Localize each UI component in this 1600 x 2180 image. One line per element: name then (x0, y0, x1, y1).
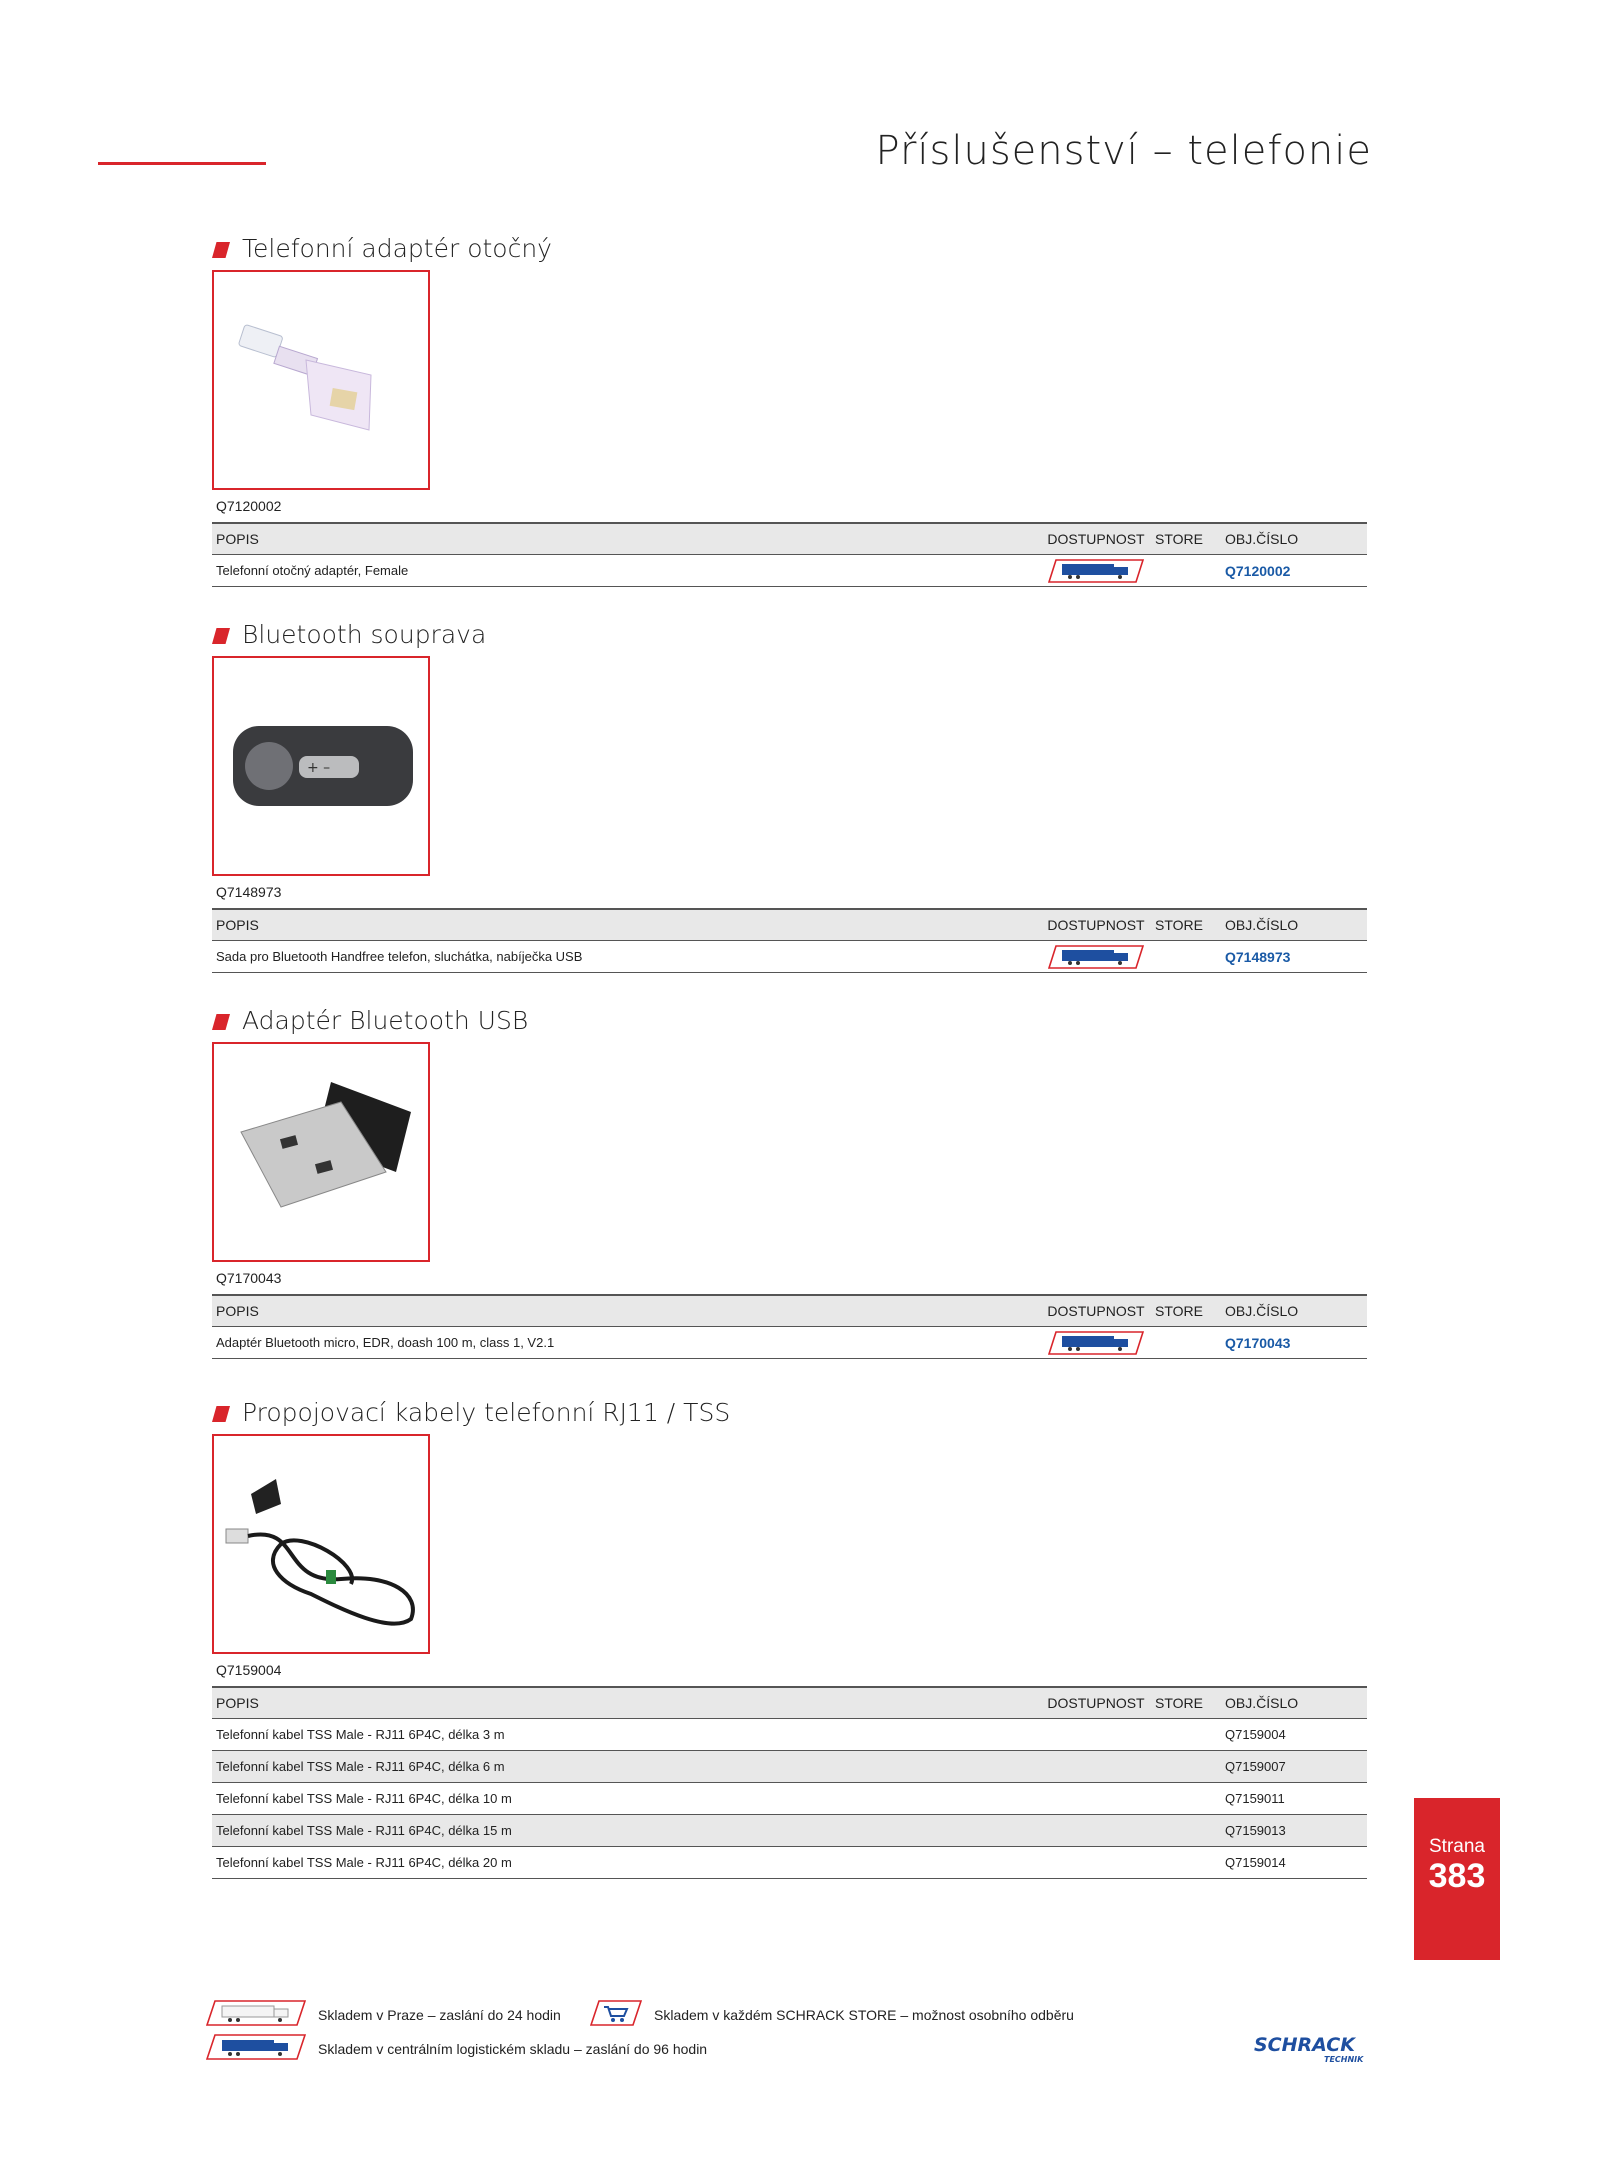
table-header: POPIS DOSTUPNOST STORE OBJ.ČÍSLO (212, 908, 1367, 941)
page-number-tab (1414, 1798, 1500, 1960)
product-code: Q7148973 (216, 884, 282, 900)
order-number-link[interactable]: Q7148973 (1225, 948, 1291, 965)
table-header: POPIS DOSTUPNOST STORE OBJ.ČÍSLO (212, 1294, 1367, 1327)
product-image-bluetooth-kit (212, 656, 430, 876)
truck-white-icon (206, 2000, 306, 2029)
page-label: Strana (1429, 1836, 1485, 1857)
product-code: Q7120002 (216, 498, 282, 514)
product-image-bluetooth-usb (212, 1042, 430, 1262)
table-row: Telefonní kabel TSS Male - RJ11 6P4C, délka 20 m Q7159014 (212, 1847, 1367, 1879)
section-title: Telefonní adaptér otočný (242, 233, 552, 263)
order-number: Q7159014 (1225, 1855, 1286, 1870)
legend-prague: Skladem v Praze – zaslání do 24 hodin (206, 2000, 561, 2029)
page-title: Příslušenství – telefonie (875, 128, 1372, 174)
svg-text:SCHRACK: SCHRACK (1254, 2034, 1355, 2056)
product-table (212, 1686, 1367, 1879)
schrack-logo (1250, 2034, 1372, 2064)
table-row: Telefonní kabel TSS Male - RJ11 6P4C, délka 10 m Q7159011 (212, 1783, 1367, 1815)
bullet-icon (212, 242, 230, 258)
svg-text:TECHNIK: TECHNIK (1324, 2055, 1364, 2064)
order-number: Q7159007 (1225, 1759, 1286, 1774)
product-table (212, 522, 1367, 587)
product-image-rotary-adapter (212, 270, 430, 490)
table-row: Telefonní kabel TSS Male - RJ11 6P4C, délka 3 m Q7159004 (212, 1719, 1367, 1751)
section-title: Bluetooth souprava (242, 619, 487, 649)
section-title: Adaptér Bluetooth USB (242, 1005, 529, 1035)
svg-text:+ –: + – (307, 760, 331, 776)
product-table (212, 1294, 1367, 1359)
table-header: POPIS DOSTUPNOST STORE OBJ.ČÍSLO (212, 1686, 1367, 1719)
section-title: Propojovací kabely telefonní RJ11 / TSS (242, 1397, 731, 1427)
product-code: Q7170043 (216, 1270, 282, 1286)
header-rule (98, 162, 266, 165)
table-row: Telefonní kabel TSS Male - RJ11 6P4C, délka 15 m Q7159013 (212, 1815, 1367, 1847)
page-number: 383 (1428, 1857, 1486, 1895)
order-number: Q7159011 (1225, 1791, 1285, 1806)
shopping-cart-icon (590, 2000, 642, 2029)
table-row: Adaptér Bluetooth micro, EDR, doash 100 m, class 1, V2.1 Q7170043 (212, 1327, 1367, 1359)
order-number: Q7159013 (1225, 1823, 1286, 1838)
table-row: Telefonní otočný adaptér, Female Q7120002 (212, 555, 1367, 587)
order-number-link[interactable]: Q7120002 (1225, 562, 1291, 579)
table-row: Sada pro Bluetooth Handfree telefon, sluchátka, nabíječka USB Q7148973 (212, 941, 1367, 973)
bullet-icon (212, 1406, 230, 1422)
bullet-icon (212, 1014, 230, 1030)
order-number-link[interactable]: Q7170043 (1225, 1334, 1291, 1351)
product-table (212, 908, 1367, 973)
legend-central: Skladem v centrálním logistickém skladu – zaslání do 96 hodin (206, 2034, 707, 2063)
truck-blue-icon (1037, 945, 1155, 969)
truck-blue-icon (206, 2034, 306, 2063)
truck-blue-icon (1037, 1331, 1155, 1355)
truck-blue-icon (1037, 559, 1155, 583)
product-code: Q7159004 (216, 1662, 282, 1678)
table-row: Telefonní kabel TSS Male - RJ11 6P4C, délka 6 m Q7159007 (212, 1751, 1367, 1783)
product-image-rj11-cable (212, 1434, 430, 1654)
legend-store: Skladem v každém SCHRACK STORE – možnost osobního odběru (590, 2000, 1074, 2029)
order-number: Q7159004 (1225, 1727, 1286, 1742)
table-header: POPIS DOSTUPNOST STORE OBJ.ČÍSLO (212, 522, 1367, 555)
bullet-icon (212, 628, 230, 644)
